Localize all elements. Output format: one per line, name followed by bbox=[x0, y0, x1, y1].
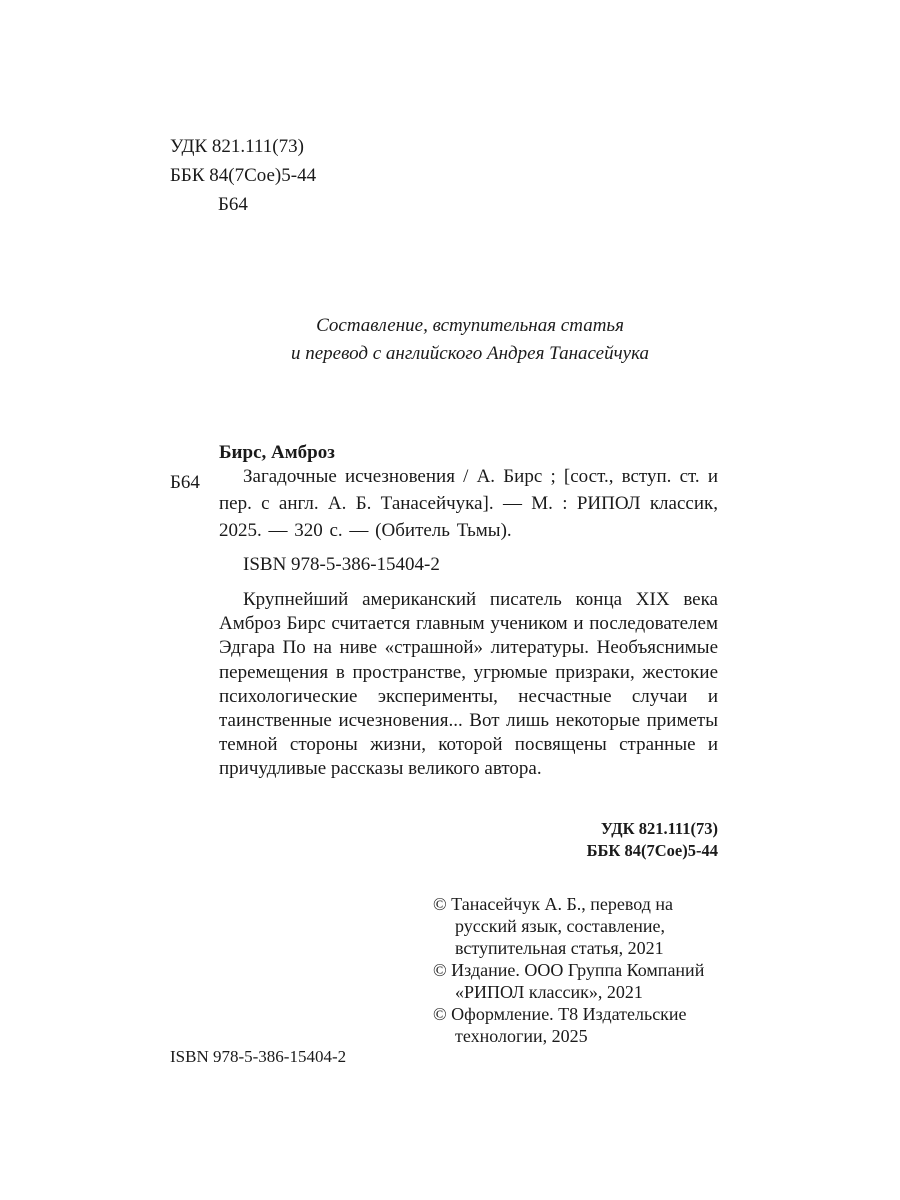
copyright-design: © Оформление. Т8 Издательские технологии, 2025 bbox=[433, 1004, 687, 1046]
bibliographic-description: Загадочные исчезновения / А. Бирс ; [сост., вступ. ст. и пер. с англ. А. Б. Танасейчука]. — М. : РИПОЛ классик, 2025. — 320 с. — (Обитель Тьмы). bbox=[219, 466, 718, 541]
copyright-edition: © Издание. ООО Группа Компаний «РИПОЛ классик», 2021 bbox=[433, 960, 705, 1002]
credit-line-2: и перевод с английского Андрея Танасейчука bbox=[290, 343, 650, 364]
compiler-credit bbox=[220, 312, 720, 368]
author-sign: Б64 bbox=[218, 194, 248, 215]
bbk-code: ББК 84(7Сое)5-44 bbox=[170, 165, 317, 186]
isbn-bottom: ISBN 978-5-386-15404-2 bbox=[170, 1047, 347, 1066]
classification-bottom bbox=[587, 818, 718, 862]
bbk-code-bottom: ББК 84(7Сое)5-44 bbox=[586, 841, 718, 860]
record-author: Бирс, Амброз bbox=[219, 442, 335, 463]
classification-top bbox=[170, 132, 316, 219]
copyright-translation: © Танасейчук А. Б., перевод на русский язык, составление, вступительная статья, 2021 bbox=[433, 894, 674, 958]
udk-code-bottom: УДК 821.111(73) bbox=[600, 819, 718, 838]
copyright-notices bbox=[433, 893, 733, 1047]
record-author-sign: Б64 bbox=[170, 472, 200, 493]
udk-code: УДК 821.111(73) bbox=[170, 136, 304, 157]
annotation: Крупнейший американский писатель конца XIX века Амброз Бирс считается главным учеником и последователем Эдгара По на ниве «страшной» литературы. Необъяснимые перемещения в пространстве, угрюмые призраки, жестокие психологические эксперименты, несчастные случаи и таинственные исчезновения... Вот лишь некоторые приметы темной стороны жизни, которой посвящены странные и причудливые рассказы великого автора. bbox=[219, 589, 718, 780]
record-isbn: ISBN 978-5-386-15404-2 bbox=[243, 554, 440, 575]
credit-line-1: Составление, вступительная статья bbox=[316, 315, 624, 336]
